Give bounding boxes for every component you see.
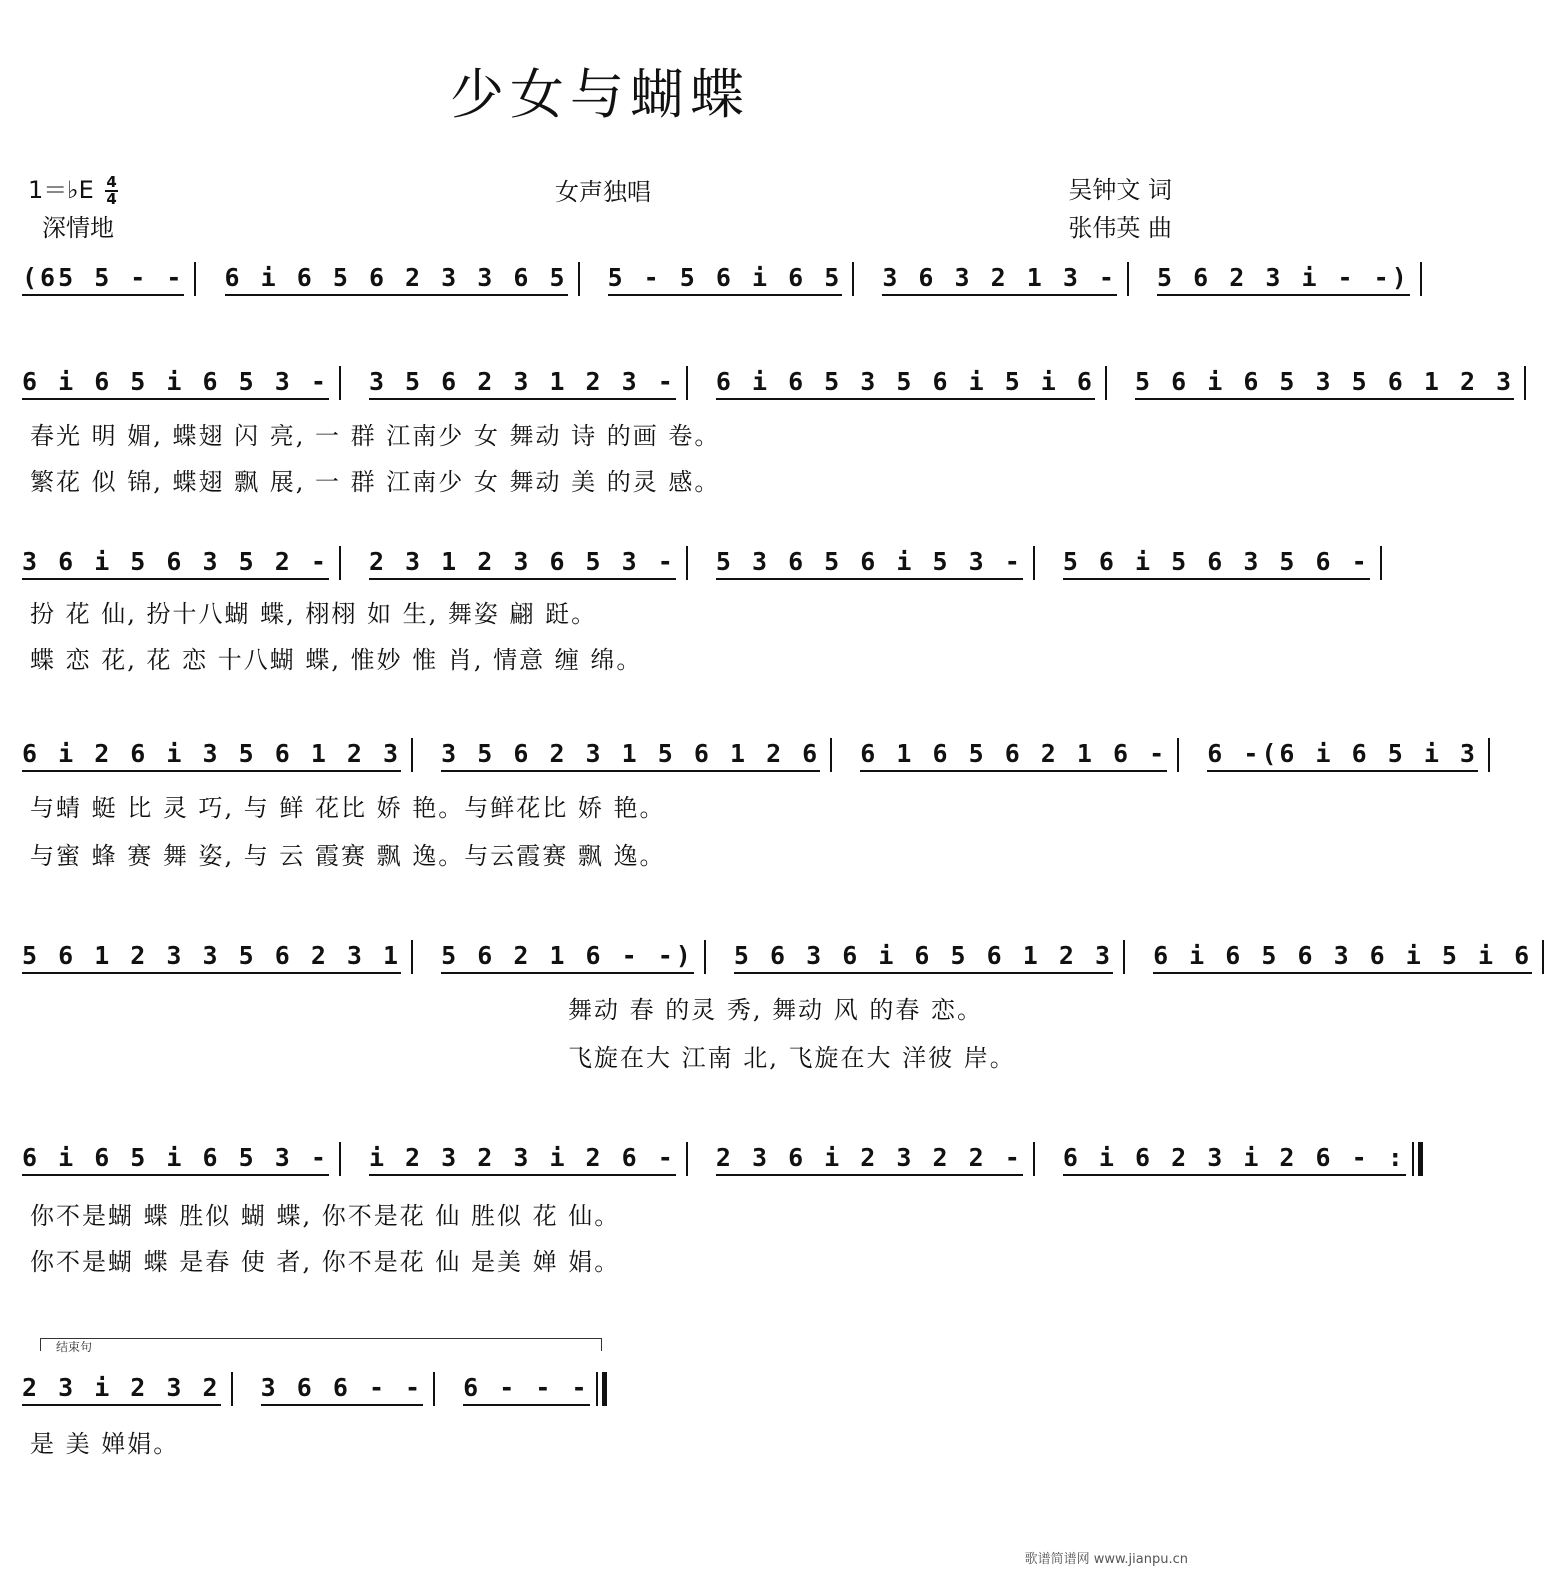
barline	[1488, 738, 1490, 772]
barline	[686, 1142, 688, 1176]
barline	[852, 262, 854, 296]
composer: 张伟英 曲	[1068, 214, 1172, 242]
barline	[231, 1372, 233, 1406]
barline	[704, 940, 706, 974]
lyric-line: 是 美 婵娟。	[30, 1430, 180, 1458]
measure: 5 6 i 5 6 3 5 6 -	[1063, 547, 1370, 580]
lyric-line: 与蜜 蜂 赛 舞 姿, 与 云 霞赛 飘 逸。与云霞赛 飘 逸。	[30, 842, 666, 870]
staff-row-6	[22, 1142, 1406, 1176]
measure: 3 6 i 5 6 3 5 2 -	[22, 547, 329, 580]
lyric-line: 你不是蝴 蝶 是春 使 者, 你不是花 仙 是美 婵 娟。	[30, 1248, 621, 1276]
barline	[339, 366, 341, 400]
barline	[1542, 940, 1544, 974]
staff-row-1	[22, 262, 1410, 296]
barline	[1420, 262, 1422, 296]
measure: 3 6 3 2 1 3 -	[882, 263, 1117, 296]
barline	[339, 1142, 341, 1176]
barline	[1123, 940, 1125, 974]
barline	[1177, 738, 1179, 772]
measure: 5 6 i 6 5 3 5 6 1 2 3	[1135, 367, 1514, 400]
measure: 3 5 6 2 3 1 5 6 1 2 6	[441, 739, 820, 772]
measure: 5 - 5 6 i 6 5	[608, 263, 843, 296]
lyric-line: 你不是蝴 蝶 胜似 蝴 蝶, 你不是花 仙 胜似 花 仙。	[30, 1202, 621, 1230]
barline	[830, 738, 832, 772]
lyric-line: 蝶 恋 花, 花 恋 十八蝴 蝶, 惟妙 惟 肖, 情意 缠 绵。	[30, 646, 643, 674]
measure: (65 5 - -	[22, 263, 184, 296]
measure: 5 6 1 2 3 3 5 6 2 3 1	[22, 941, 401, 974]
lyricist: 吴钟文 词	[1068, 176, 1172, 204]
measure: 6 i 2 6 i 3 5 6 1 2 3	[22, 739, 401, 772]
time-top: 4	[106, 173, 117, 191]
lyric-line: 飞旋在大 江南 北, 飞旋在大 洋彼 岸。	[568, 1044, 1016, 1072]
measure: 2 3 6 i 2 3 2 2 -	[716, 1143, 1023, 1176]
barline	[686, 366, 688, 400]
measure: 2 3 i 2 3 2	[22, 1373, 221, 1406]
watermark: 歌谱简谱网 www.jianpu.cn	[1024, 1552, 1188, 1567]
measure: 5 3 6 5 6 i 5 3 -	[716, 547, 1023, 580]
key-label: 1＝♭E	[28, 176, 94, 204]
barline	[1105, 366, 1107, 400]
barline	[578, 262, 580, 296]
staff-row-3	[22, 546, 1370, 580]
lyric-line: 与蜻 蜓 比 灵 巧, 与 鲜 花比 娇 艳。与鲜花比 娇 艳。	[30, 794, 666, 822]
barline	[411, 738, 413, 772]
repeat-barline-thick	[1418, 1142, 1423, 1176]
final-barline	[596, 1372, 598, 1406]
measure: 3 6 6 - -	[261, 1373, 423, 1406]
lyric-line: 春光 明 媚, 蝶翅 闪 亮, 一 群 江南少 女 舞动 诗 的画 卷。	[30, 422, 721, 450]
tempo-marking: 深情地	[42, 214, 114, 242]
coda-label: 结束句	[56, 1340, 93, 1354]
performance-type: 女声独唱	[555, 178, 651, 206]
measure: 6 i 6 5 6 2 3 3 6 5	[225, 263, 568, 296]
song-title: 少女与蝴蝶	[450, 63, 750, 126]
repeat-barline	[1412, 1142, 1414, 1176]
lyric-line: 扮 花 仙, 扮十八蝴 蝶, 栩栩 如 生, 舞姿 翩 跹。	[30, 600, 598, 628]
measure: 6 i 6 5 3 5 6 i 5 i 6	[716, 367, 1095, 400]
barline	[1524, 366, 1526, 400]
measure: 6 - - -	[463, 1373, 589, 1406]
staff-row-2	[22, 366, 1515, 400]
coda-bracket	[40, 1338, 602, 1351]
measure: 6 i 6 2 3 i 2 6 - :	[1063, 1143, 1406, 1176]
measure: 6 1 6 5 6 2 1 6 -	[860, 739, 1167, 772]
measure: 2 3 1 2 3 6 5 3 -	[369, 547, 676, 580]
measure: 5 6 2 3 i - -)	[1157, 263, 1410, 296]
barline	[686, 546, 688, 580]
measure: 6 i 6 5 6 3 6 i 5 i 6	[1153, 941, 1532, 974]
measure: 6 i 6 5 i 6 5 3 -	[22, 367, 329, 400]
barline	[1033, 1142, 1035, 1176]
barline	[411, 940, 413, 974]
barline	[433, 1372, 435, 1406]
measure: 6 -(6 i 6 5 i 3	[1207, 739, 1478, 772]
barline	[339, 546, 341, 580]
time-signature	[105, 175, 117, 207]
measure: 5 6 3 6 i 6 5 6 1 2 3	[734, 941, 1113, 974]
measure: 5 6 2 1 6 - -)	[441, 941, 694, 974]
lyric-line: 舞动 春 的灵 秀, 舞动 风 的春 恋。	[568, 996, 984, 1024]
staff-row-4	[22, 738, 1478, 772]
time-bottom: 4	[106, 190, 117, 208]
measure: 6 i 6 5 i 6 5 3 -	[22, 1143, 329, 1176]
final-barline-thick	[602, 1372, 607, 1406]
measure: 3 5 6 2 3 1 2 3 -	[369, 367, 676, 400]
barline	[1127, 262, 1129, 296]
barline	[1033, 546, 1035, 580]
lyric-line: 繁花 似 锦, 蝶翅 飘 展, 一 群 江南少 女 舞动 美 的灵 感。	[30, 468, 721, 496]
barline	[1380, 546, 1382, 580]
key-signature	[28, 170, 118, 207]
barline	[194, 262, 196, 296]
staff-row-7	[22, 1372, 1182, 1406]
staff-row-5	[22, 940, 1533, 974]
measure: i 2 3 2 3 i 2 6 -	[369, 1143, 676, 1176]
